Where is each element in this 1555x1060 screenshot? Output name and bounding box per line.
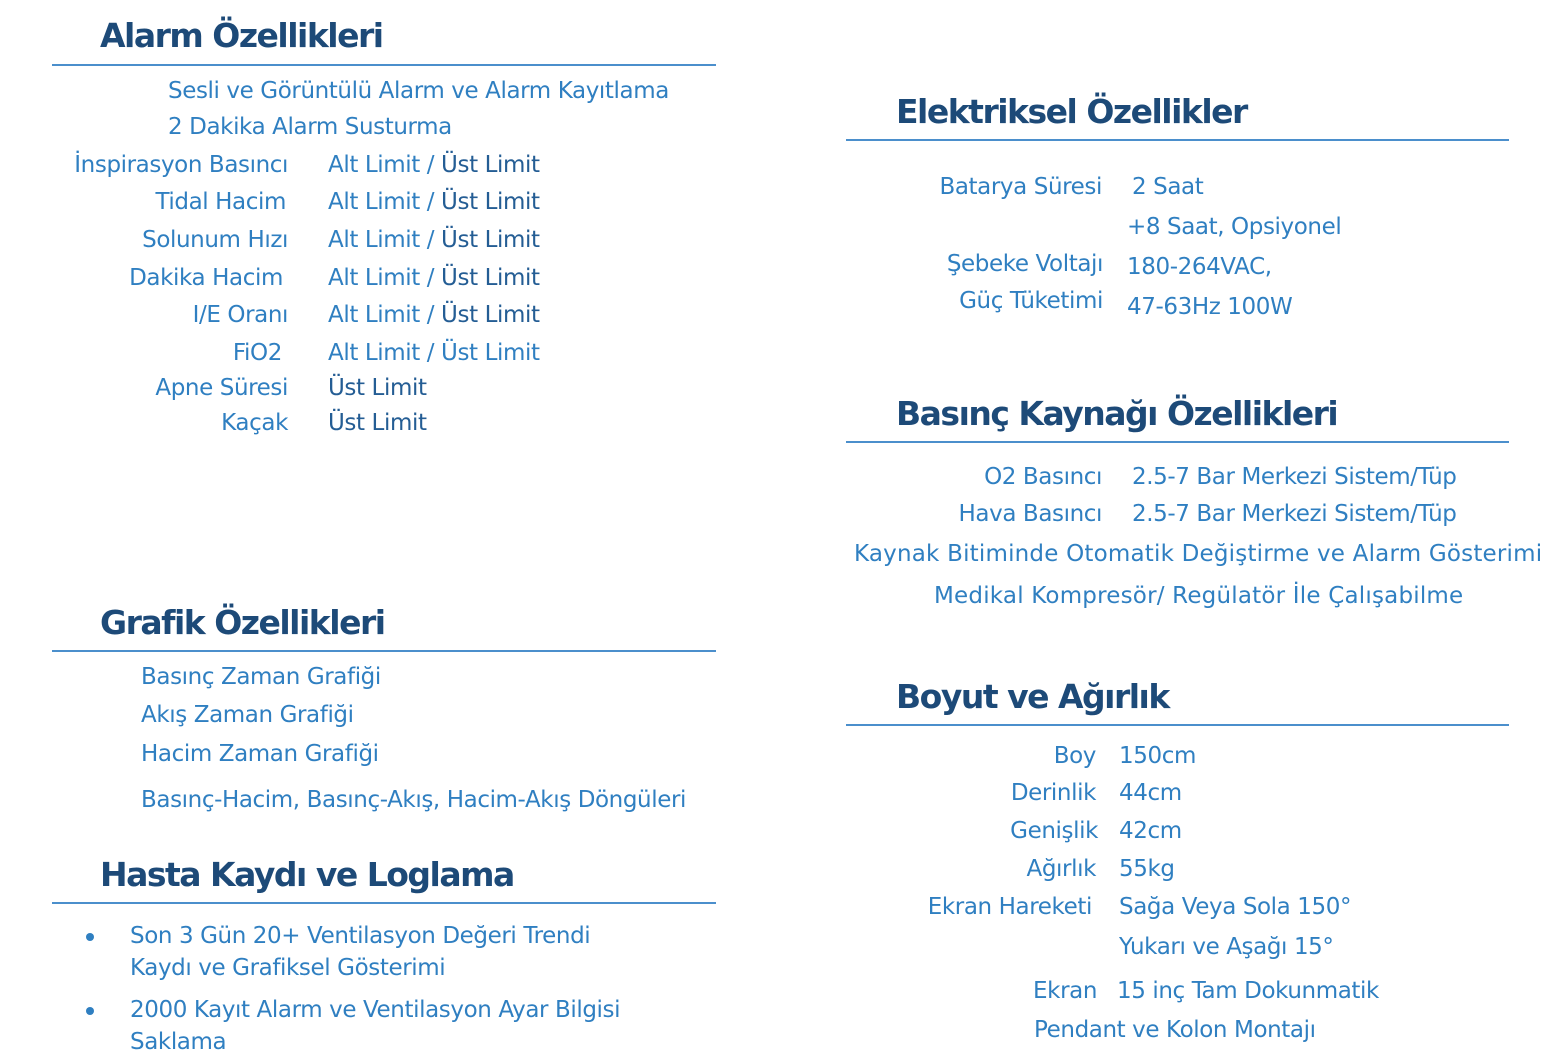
- boyut-label-ekran-hareketi: Ekran Hareketi: [927, 894, 1092, 920]
- alarm-value-solunum: Alt Limit / Üst Limit: [328, 227, 540, 253]
- boyut-title: Boyut ve Ağırlık: [896, 677, 1169, 716]
- elektrik-title: Elektriksel Özellikler: [896, 92, 1247, 131]
- hasta-bullet-2-line-1: 2000 Kayıt Alarm ve Ventilasyon Ayar Bilgisi: [130, 997, 621, 1023]
- grafik-item: Basınç-Hacim, Basınç-Akış, Hacim-Akış Döngüleri: [141, 787, 687, 813]
- grafik-divider: [52, 650, 716, 652]
- alarm-label-solunum: Solunum Hızı: [142, 227, 288, 253]
- alarm-label-apne: Apne Süresi: [155, 375, 288, 401]
- hasta-bullet-1-line-1: Son 3 Gün 20+ Ventilasyon Değeri Trendi: [130, 923, 591, 949]
- bullet-icon: [86, 1007, 94, 1015]
- elektrik-value-opsiyonel: +8 Saat, Opsiyonel: [1127, 214, 1342, 240]
- boyut-value-ekran-hareketi: Sağa Veya Sola 150°: [1119, 894, 1352, 920]
- basinc-value-hava: 2.5-7 Bar Merkezi Sistem/Tüp: [1132, 501, 1457, 527]
- alarm-value-ie: Alt Limit / Üst Limit: [328, 302, 540, 328]
- boyut-last-line: Pendant ve Kolon Montajı: [1034, 1017, 1316, 1043]
- alarm-label-ie: I/E Oranı: [192, 302, 288, 328]
- alarm-value-fio2: Alt Limit / Üst Limit: [328, 340, 540, 366]
- alarm-label-fio2: FiO2: [232, 340, 282, 366]
- alarm-label-inspirasyon: İnspirasyon Basıncı: [74, 152, 288, 178]
- boyut-value-agirlik: 55kg: [1119, 856, 1175, 882]
- boyut-value-yukari-asagi: Yukarı ve Aşağı 15°: [1119, 934, 1334, 960]
- hasta-bullet-2-line-2: Saklama: [130, 1029, 227, 1055]
- hasta-divider: [52, 902, 716, 904]
- boyut-value-boy: 150cm: [1119, 743, 1196, 769]
- grafik-item: Akış Zaman Grafiği: [141, 702, 354, 728]
- boyut-label-genislik: Genişlik: [1010, 818, 1098, 844]
- alarm-label-kacak: Kaçak: [221, 410, 288, 436]
- elektrik-divider: [846, 139, 1509, 141]
- basinc-line-4: Medikal Kompresör/ Regülatör İle Çalışabilme: [934, 583, 1464, 609]
- grafik-item: Basınç Zaman Grafiği: [141, 664, 381, 690]
- alarm-line-1: Sesli ve Görüntülü Alarm ve Alarm Kayıtlama: [168, 78, 669, 104]
- alarm-value-apne: Üst Limit: [328, 375, 427, 401]
- boyut-value-ekran: 15 inç Tam Dokunmatik: [1117, 978, 1379, 1004]
- boyut-label-ekran: Ekran: [1033, 978, 1097, 1004]
- boyut-label-boy: Boy: [1053, 743, 1096, 769]
- bullet-icon: [86, 933, 94, 941]
- elektrik-value-guc: 47-63Hz 100W: [1127, 294, 1293, 320]
- grafik-title: Grafik Özellikleri: [100, 603, 385, 642]
- alarm-value-inspirasyon: Alt Limit / Üst Limit: [328, 152, 540, 178]
- alarm-value-kacak: Üst Limit: [328, 410, 427, 436]
- basinc-divider: [846, 441, 1509, 443]
- elektrik-label-voltaj: Şebeke Voltajı: [946, 251, 1103, 277]
- hasta-title: Hasta Kaydı ve Loglama: [100, 855, 514, 894]
- basinc-title: Basınç Kaynağı Özellikleri: [896, 394, 1338, 433]
- elektrik-label-batarya: Batarya Süresi: [939, 174, 1102, 200]
- alarm-line-2: 2 Dakika Alarm Susturma: [168, 114, 452, 140]
- boyut-label-agirlik: Ağırlık: [1026, 856, 1096, 882]
- alarm-divider: [52, 64, 716, 66]
- basinc-label-o2: O2 Basıncı: [984, 464, 1102, 490]
- elektrik-label-guc: Güç Tüketimi: [959, 288, 1103, 314]
- alarm-label-tidal: Tidal Hacim: [155, 189, 286, 215]
- elektrik-value-batarya: 2 Saat: [1132, 174, 1204, 200]
- boyut-label-derinlik: Derinlik: [1010, 780, 1096, 806]
- alarm-value-dakika: Alt Limit / Üst Limit: [328, 265, 540, 291]
- basinc-line-3: Kaynak Bitiminde Otomatik Değiştirme ve Alarm Gösterimi: [854, 541, 1543, 567]
- alarm-label-dakika: Dakika Hacim: [129, 265, 283, 291]
- hasta-bullet-1-line-2: Kaydı ve Grafiksel Gösterimi: [130, 955, 446, 981]
- grafik-item: Hacim Zaman Grafiği: [141, 741, 379, 767]
- elektrik-value-voltaj: 180-264VAC,: [1127, 254, 1272, 280]
- alarm-value-tidal: Alt Limit / Üst Limit: [328, 189, 540, 215]
- boyut-value-genislik: 42cm: [1119, 818, 1182, 844]
- alarm-title: Alarm Özellikleri: [100, 16, 383, 55]
- basinc-value-o2: 2.5-7 Bar Merkezi Sistem/Tüp: [1132, 464, 1457, 490]
- boyut-divider: [846, 724, 1509, 726]
- basinc-label-hava: Hava Basıncı: [958, 501, 1102, 527]
- boyut-value-derinlik: 44cm: [1119, 780, 1182, 806]
